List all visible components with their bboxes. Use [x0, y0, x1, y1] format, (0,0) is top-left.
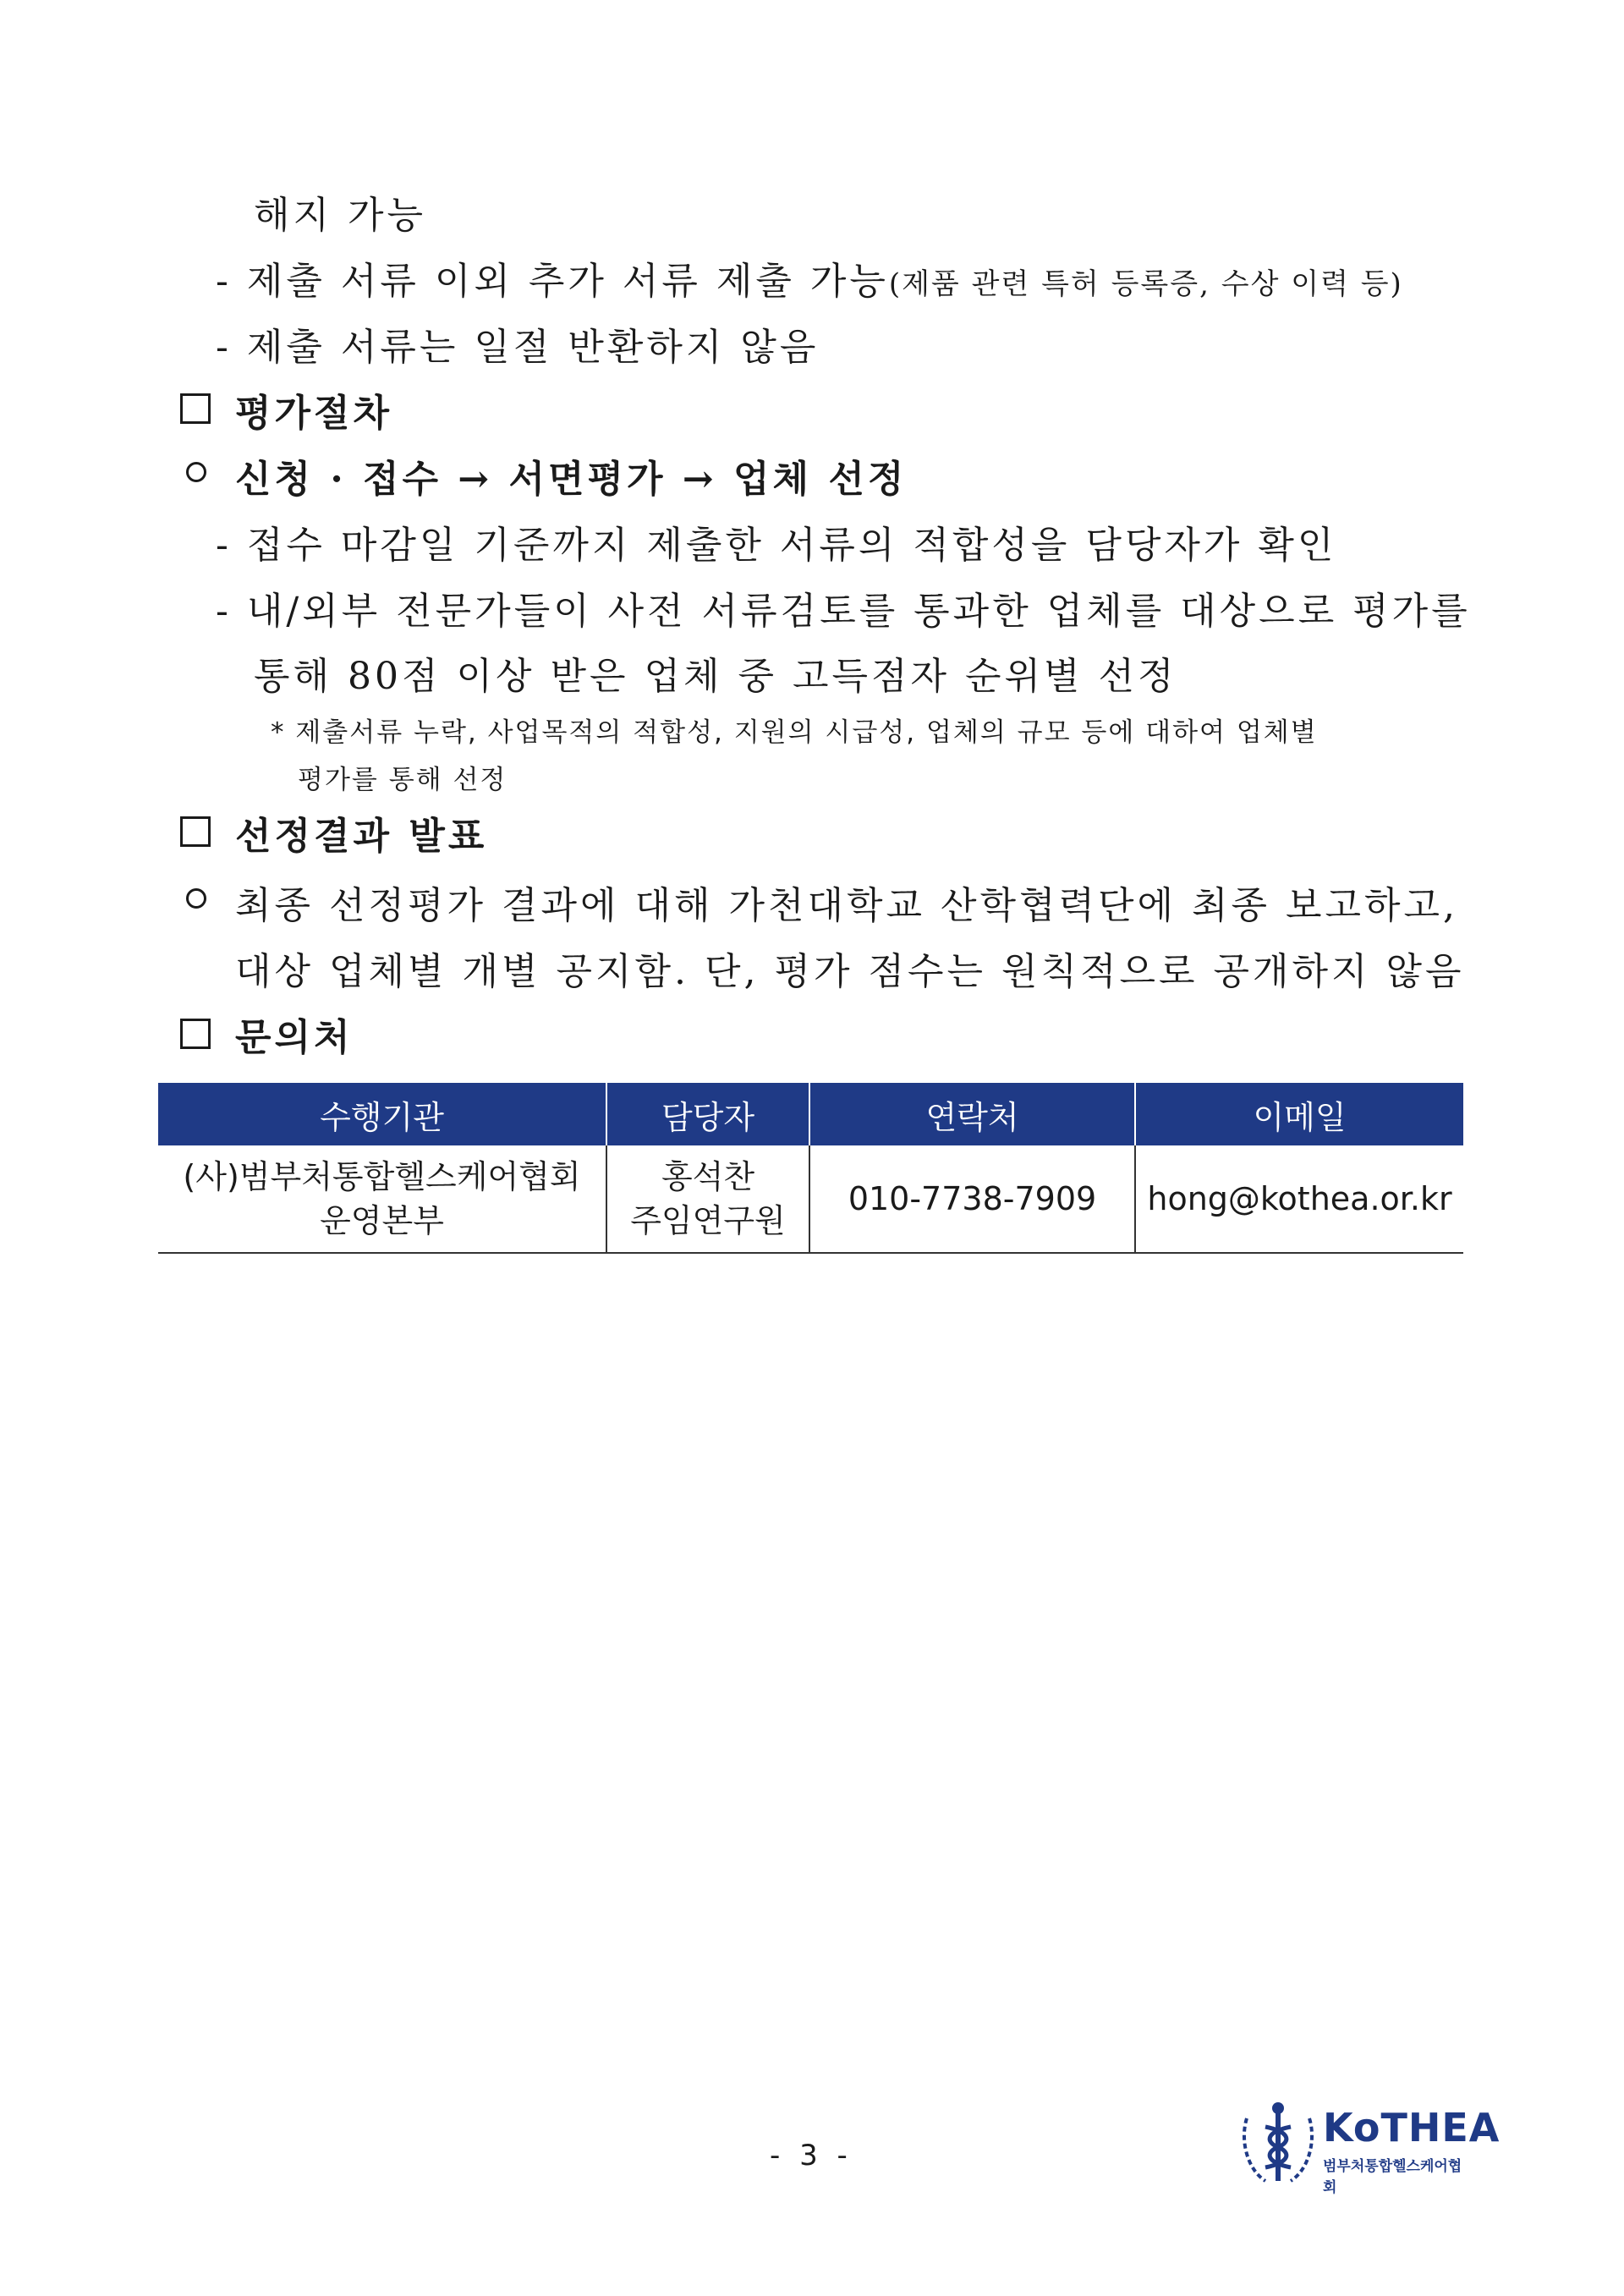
bullet-text: 신청 · 접수 → 서면평가 → 업체 선정 [235, 458, 908, 501]
org-name: (사)범부처통합헬스케어협회 [183, 1158, 581, 1195]
table-row [158, 1145, 1463, 1253]
circle-bullet-icon [186, 462, 206, 482]
phone-cell: 010-7738-7909 [809, 1145, 1135, 1253]
checkbox-icon [180, 1019, 211, 1049]
circle-bullet-icon [186, 888, 206, 909]
note-line: * 제출서류 누락, 사업목적의 적합성, 지원의 시급성, 업체의 규모 등에 대하여 업체별 [271, 717, 1318, 748]
bullet-text: 최종 선정평가 결과에 대해 가천대학교 산학협력단에 최종 보고하고, [235, 884, 1458, 927]
text-line: 통해 80점 이상 받은 업체 중 고득점자 순위별 선정 [254, 655, 1177, 698]
header-person: 담당자 [606, 1083, 809, 1145]
text-parenthetical: (제품 관련 특허 등록증, 수상 이력 등) [888, 267, 1403, 301]
org-dept: 운영본부 [320, 1202, 444, 1239]
section-heading: 문의처 [235, 1016, 354, 1059]
bullet-text-continued: 대상 업체별 개별 공지함. 단, 평가 점수는 원칙적으로 공개하지 않음 [235, 950, 1465, 993]
kothea-logo [1240, 2101, 1501, 2196]
text-line: - 내/외부 전문가들이 사전 서류검토를 통과한 업체를 대상으로 평가를 [216, 590, 1471, 633]
page-number: - 3 - [770, 2139, 853, 2172]
section-heading: 평가절차 [235, 392, 393, 435]
table-header-row [158, 1083, 1463, 1145]
person-title: 주임연구원 [630, 1202, 786, 1239]
text-line [216, 250, 1403, 305]
person-name: 홍석찬 [661, 1158, 755, 1195]
section-heading: 선정결과 발표 [235, 815, 488, 858]
email-cell[interactable]: hong@kothea.or.kr [1135, 1145, 1463, 1253]
text-line: - 접수 마감일 기준까지 제출한 서류의 적합성을 담당자가 확인 [216, 524, 1337, 567]
header-org: 수행기관 [158, 1083, 606, 1145]
person-cell [606, 1145, 809, 1253]
checkbox-icon [180, 393, 211, 424]
note-line: 평가를 통해 선정 [298, 765, 508, 795]
header-phone: 연락처 [809, 1083, 1135, 1145]
contact-table [158, 1083, 1463, 1254]
text-main: - 제출 서류 이외 추가 서류 제출 가능 [216, 260, 889, 303]
caduceus-icon [1240, 2101, 1316, 2186]
text-line: - 제출 서류는 일절 반환하지 않음 [216, 326, 820, 369]
header-email: 이메일 [1135, 1083, 1463, 1145]
text-line: 해지 가능 [254, 194, 427, 237]
checkbox-icon [180, 816, 211, 847]
logo-subtitle: 범부처통합헬스케어협회 [1323, 2158, 1462, 2196]
org-cell [158, 1145, 606, 1253]
logo-name: KoTHEA [1323, 2105, 1501, 2150]
